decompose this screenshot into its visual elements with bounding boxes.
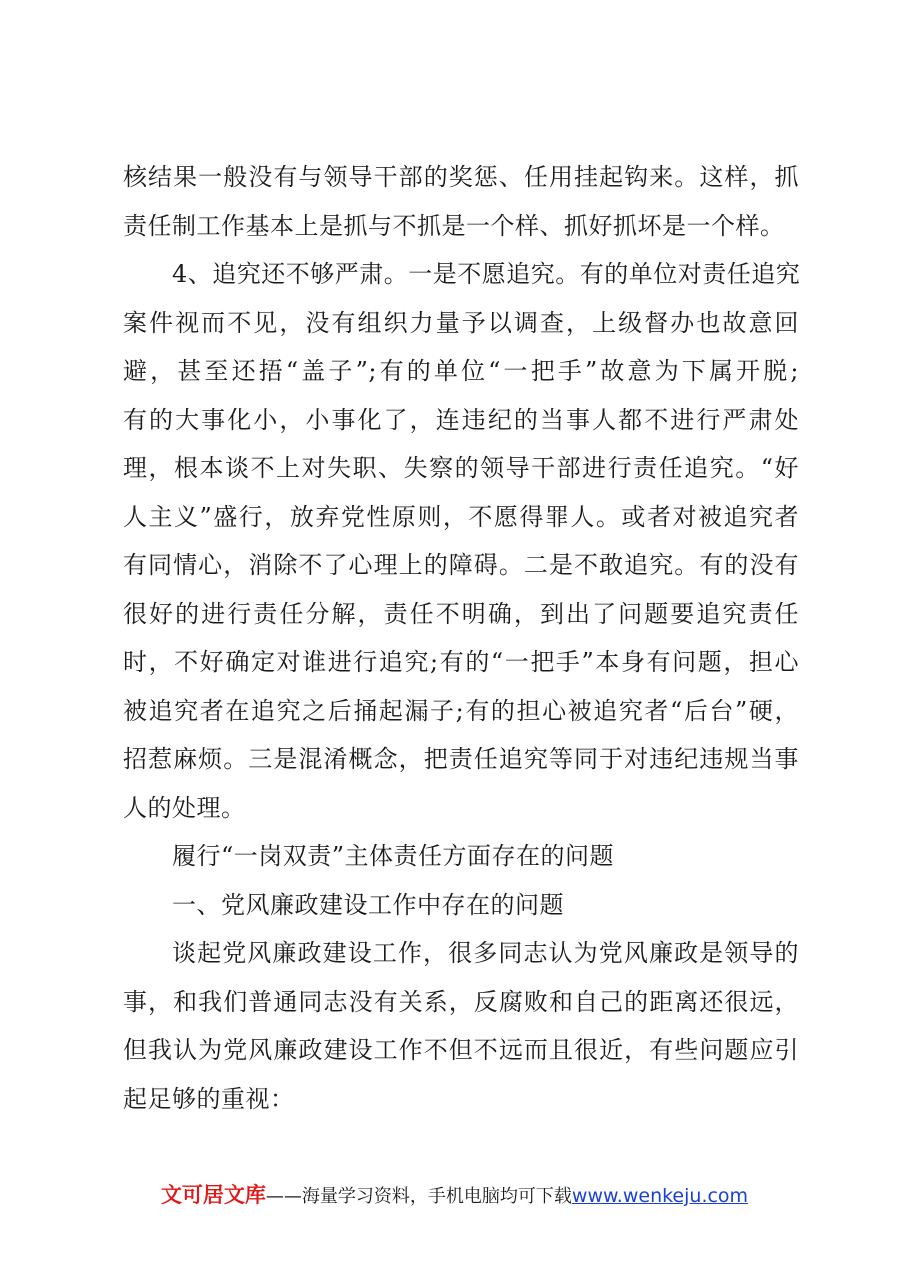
text-line: 责任制工作基本上是抓与不抓是一个样、抓好抓坏是一个样。 [123,211,785,240]
footer-banner [0,1180,909,1212]
text-line: 事，和我们普通同志没有关系，反腐败和自己的距离还很远， [123,987,799,1016]
text-line: 有同情心，消除不了心理上的障碍。二是不敢追究。有的没有 [123,551,799,579]
text-line: 起足够的重视： [123,1084,295,1113]
text-line: 核结果一般没有与领导干部的奖惩、任用挂起钩来。这样，抓 [123,163,799,191]
text-line: 有的大事化小，小事化了，连违纪的当事人都不进行严肃处 [123,405,799,434]
text-line: 履行“一岗双责”主体责任方面存在的问题 [172,842,615,870]
text-line: 4、追究还不够严肃。一是不愿追究。有的单位对责任追究 [172,260,801,288]
text-line: 被追究者在追究之后捅起漏子;有的担心被追究者“后台”硬， [123,696,799,725]
document-body [123,153,799,1123]
text-line: 避，甚至还捂“盖子”;有的单位“一把手”故意为下属开脱; [123,357,799,385]
text-line: 时，不好确定对谁进行追究;有的“一把手”本身有问题，担心 [123,648,799,676]
text-line: 很好的进行责任分解，责任不明确，到出了问题要追究责任 [123,599,799,628]
text-line: 理，根本谈不上对失职、失察的领导干部进行责任追究。“好 [123,454,799,482]
text-line: 人主义”盛行，放弃党性原则，不愿得罪人。或者对被追究者 [123,502,799,531]
text-line: 谈起党风廉政建设工作，很多同志认为党风廉政是领导的 [172,939,799,967]
footer-brand: 文可居文库 [160,1183,266,1207]
footer-tagline: ——海量学习资料，手机电脑均可下载 [265,1186,572,1207]
text-line: 人的处理。 [123,793,246,822]
text-line: 招惹麻烦。三是混淆概念，把责任追究等同于对违纪违规当事 [123,745,799,773]
text-line: 但我认为党风廉政建设工作不但不远而且很近，有些问题应引 [123,1036,799,1064]
text-line: 一、党风廉政建设工作中存在的问题 [172,890,564,919]
footer-link[interactable]: www.wenkeju.com [571,1185,749,1207]
text-line: 案件视而不见，没有组织力量予以调查，上级督办也故意回 [123,308,799,337]
